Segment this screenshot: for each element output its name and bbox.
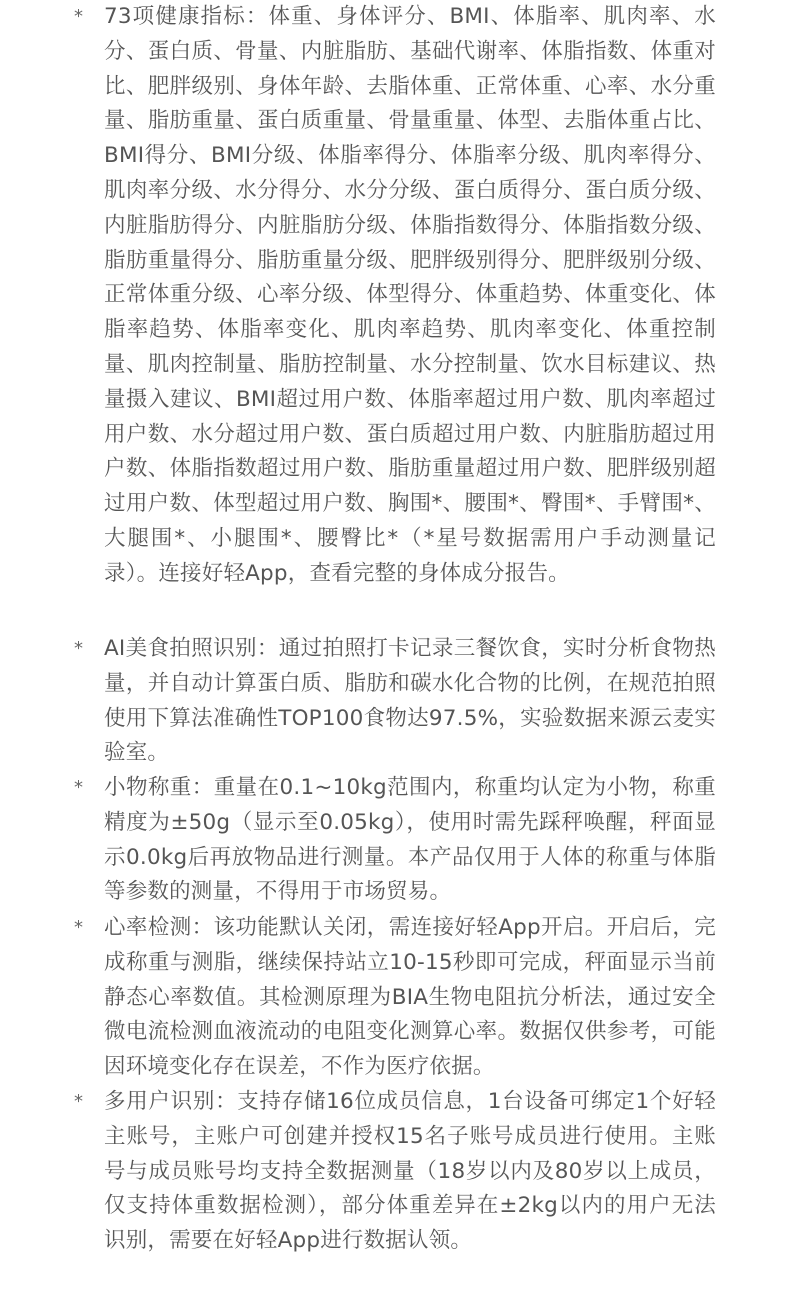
note-text: 多用户识别：支持存储16位成员信息，1台设备可绑定1个好轻主账号，主账户可创建并授权15名子账号成员进行使用。主账号与成员账号均支持全数据测量（18岁以内及80岁以上成员，仅支持体重数据检测），部分体重差异在±2kg以内的用户无法识别，需要在好轻App进行数据认领。 (104, 1089, 716, 1254)
note-text: 小物称重：重量在0.1~10kg范围内，称重均认定为小物，称重精度为±50g（显示至0.05kg），使用时需先踩秤唤醒，秤面显示0.0kg后再放物品进行测量。本产品仅用于人体的称重与体脂等参数的测量，不得用于市场贸易。 (104, 775, 716, 905)
bullet-asterisk: * (74, 917, 83, 938)
bullet-asterisk: * (74, 1091, 83, 1112)
note-text: 心率检测：该功能默认关闭，需连接好轻App开启。开启后，完成称重与测脂，继续保持站立10-15秒即可完成，秤面显示当前静态心率数值。其检测原理为BIA生物电阻抗分析法，通过安全微电流检测血液流动的电阻变化测算心率。数据仅供参考，可能因环境变化存在误差，不作为医疗依据。 (104, 915, 716, 1080)
bullet-asterisk: * (74, 638, 83, 659)
bullet-asterisk: * (74, 777, 83, 798)
note-text: AI美食拍照识别：通过拍照打卡记录三餐饮食，实时分析食物热量，并自动计算蛋白质、脂肪和碳水化合物的比例，在规范拍照使用下算法准确性TOP100食物达97.5%，实验数据来源云麦实验室。 (104, 636, 716, 766)
note-text: 73项健康指标：体重、身体评分、BMI、体脂率、肌肉率、水分、蛋白质、骨量、内脏脂肪、基础代谢率、体脂指数、体重对比、肥胖级别、身体年龄、去脂体重、正常体重、心率、水分重量、脂肪重量、蛋白质重量、骨量重量、体型、去脂体重占比、BMI得分、BMI分级、体脂率得分、体脂率分级、肌肉率得分、肌肉率分级、水分得分、水分分级、蛋白质得分、蛋白质分级、内脏脂肪得分、内脏脂肪分级、体脂指数得分、体脂指数分级、脂肪重量得分、脂肪重量分级、肥胖级别得分、肥胖级别分级、正常体重分级、心率分级、体型得分、体重趋势、体重变化、体脂率趋势、体脂率变化、肌肉率趋势、肌肉率变化、体重控制量、肌肉控制量、脂肪控制量、水分控制量、饮水目标建议、热量摄入建议、BMI超过用户数、体脂率超过用户数、肌肉率超过用户数、水分超过用户数、蛋白质超过用户数、内脏脂肪超过用户数、体脂指数超过用户数、脂肪重量超过用户数、肥胖级别超过用户数、体型超过用户数、胸围*、腰围*、臀围*、手臂围*、大腿围*、小腿围*、腰臀比*（*星号数据需用户手动测量记录）。连接好轻App，查看完整的身体成分报告。 (104, 4, 716, 586)
bullet-asterisk: * (74, 6, 83, 27)
